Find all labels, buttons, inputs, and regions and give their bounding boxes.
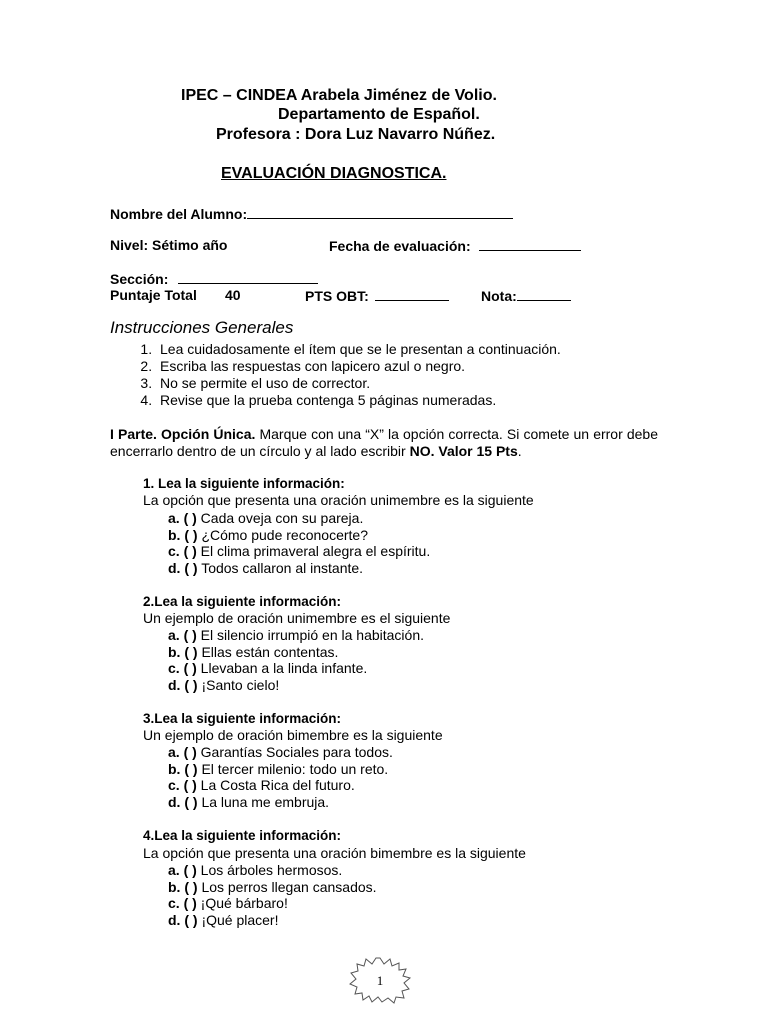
option-letter: d. ( ) <box>168 560 198 576</box>
question-heading: 1. Lea la siguiente información: <box>143 476 345 491</box>
option-letter: c. ( ) <box>168 543 197 559</box>
answer-option[interactable] <box>168 660 367 676</box>
date-line[interactable] <box>479 237 581 251</box>
student-name-line[interactable] <box>247 205 513 219</box>
option-text: Todos callaron al instante. <box>201 560 364 576</box>
instructions-list <box>110 341 561 409</box>
option-text: La Costa Rica del futuro. <box>200 777 355 793</box>
question-heading: 2.Lea la siguiente información: <box>143 594 342 609</box>
question-heading: 3.Lea la siguiente información: <box>143 711 342 726</box>
option-letter: d. ( ) <box>168 912 198 928</box>
grade-label: Nota: <box>481 288 517 304</box>
department-name: Departamento de Español. <box>278 106 480 123</box>
page-number-seal-icon <box>348 956 412 1004</box>
answer-option[interactable] <box>168 543 430 559</box>
option-text: Llevaban a la linda infante. <box>200 660 368 676</box>
part-one-instructions <box>110 426 658 460</box>
teacher-name: Profesora : Dora Luz Navarro Núñez. <box>216 126 496 143</box>
option-letter: b. ( ) <box>168 761 198 777</box>
option-text: ¡Qué bárbaro! <box>200 895 288 911</box>
institution-name: IPEC – CINDEA Arabela Jiménez de Volio. <box>181 87 497 104</box>
part-one-label: I Parte. Opción Única. <box>110 426 256 442</box>
answer-option[interactable] <box>168 677 279 693</box>
document-title: EVALUACIÓN DIAGNOSTICA. <box>221 165 447 182</box>
student-name-field <box>110 205 513 222</box>
option-text: ¡Santo cielo! <box>201 677 280 693</box>
question-prompt: Un ejemplo de oración unimembre es el siguiente <box>143 610 451 626</box>
instruction-item: 3. No se permite el uso de corrector. <box>156 375 561 392</box>
option-text: El tercer milenio: todo un reto. <box>201 761 389 777</box>
section-label: Sección: <box>110 271 169 287</box>
date-field <box>329 237 581 254</box>
option-text: Los perros llegan cansados. <box>201 879 377 895</box>
instruction-item: 2. Escriba las respuestas con lapicero azul o negro. <box>156 358 561 375</box>
option-letter: c. ( ) <box>168 895 197 911</box>
answer-option[interactable] <box>168 879 377 895</box>
question-prompt: La opción que presenta una oración bimembre es la siguiente <box>143 845 526 861</box>
obtained-points-label: PTS OBT: <box>305 288 369 304</box>
question-heading: 4.Lea la siguiente información: <box>143 828 342 843</box>
option-letter: a. ( ) <box>168 862 197 878</box>
option-text: ¡Qué placer! <box>201 912 279 928</box>
answer-option[interactable] <box>168 761 388 777</box>
option-text: Los árboles hermosos. <box>200 862 343 878</box>
option-letter: a. ( ) <box>168 510 197 526</box>
option-text: El clima primaveral alegra el espíritu. <box>200 543 431 559</box>
answer-option[interactable] <box>168 862 342 878</box>
total-score-value: 40 <box>225 287 241 303</box>
option-letter: b. ( ) <box>168 879 198 895</box>
grade-line[interactable] <box>517 287 571 301</box>
option-letter: d. ( ) <box>168 677 198 693</box>
option-letter: d. ( ) <box>168 794 198 810</box>
answer-option[interactable] <box>168 627 424 643</box>
option-letter: a. ( ) <box>168 627 197 643</box>
answer-option[interactable] <box>168 510 363 526</box>
section-line[interactable] <box>178 270 318 284</box>
part-one-end: . <box>517 443 522 459</box>
answer-option[interactable] <box>168 912 278 928</box>
grade-field <box>481 287 571 304</box>
page-number: 1 <box>376 973 384 988</box>
answer-option[interactable] <box>168 895 288 911</box>
option-letter: c. ( ) <box>168 660 197 676</box>
answer-option[interactable] <box>168 794 329 810</box>
date-label: Fecha de evaluación: <box>329 238 471 254</box>
answer-option[interactable] <box>168 560 363 576</box>
option-text: Ellas están contentas. <box>201 644 339 660</box>
option-text: La luna me embruja. <box>201 794 330 810</box>
obtained-points-line[interactable] <box>375 287 449 301</box>
total-score-label: Puntaje Total <box>110 287 197 303</box>
instructions-title: Instrucciones Generales <box>110 318 294 337</box>
option-text: El silencio irrumpió en la habitación. <box>200 627 425 643</box>
answer-option[interactable] <box>168 644 338 660</box>
level-text: Nivel: Sétimo año <box>110 237 228 253</box>
obtained-points-field <box>305 287 449 304</box>
option-letter: b. ( ) <box>168 527 198 543</box>
option-letter: a. ( ) <box>168 744 197 760</box>
answer-option[interactable] <box>168 777 355 793</box>
instruction-item: 1. Lea cuidadosamente el ítem que se le presentan a continuación. <box>156 341 561 358</box>
instruction-item: 4. Revise que la prueba contenga 5 páginas numeradas. <box>156 392 561 409</box>
answer-option[interactable] <box>168 527 368 543</box>
question-prompt: La opción que presenta una oración unimembre es la siguiente <box>143 492 534 508</box>
option-text: Garantías Sociales para todos. <box>200 744 393 760</box>
section-field <box>110 270 318 287</box>
option-letter: c. ( ) <box>168 777 197 793</box>
option-letter: b. ( ) <box>168 644 198 660</box>
question-prompt: Un ejemplo de oración bimembre es la siguiente <box>143 727 443 743</box>
part-one-text: Marque con una “X” la opción correcta. Si comete un error debe encerrarlo dentro de un círculo y al lado escribir <box>110 426 659 459</box>
student-name-label: Nombre del Alumno: <box>110 206 248 222</box>
part-one-value: NO. Valor 15 Pts <box>409 443 518 459</box>
answer-option[interactable] <box>168 744 393 760</box>
option-text: Cada oveja con su pareja. <box>200 510 364 526</box>
option-text: ¿Cómo pude reconocerte? <box>201 527 368 543</box>
